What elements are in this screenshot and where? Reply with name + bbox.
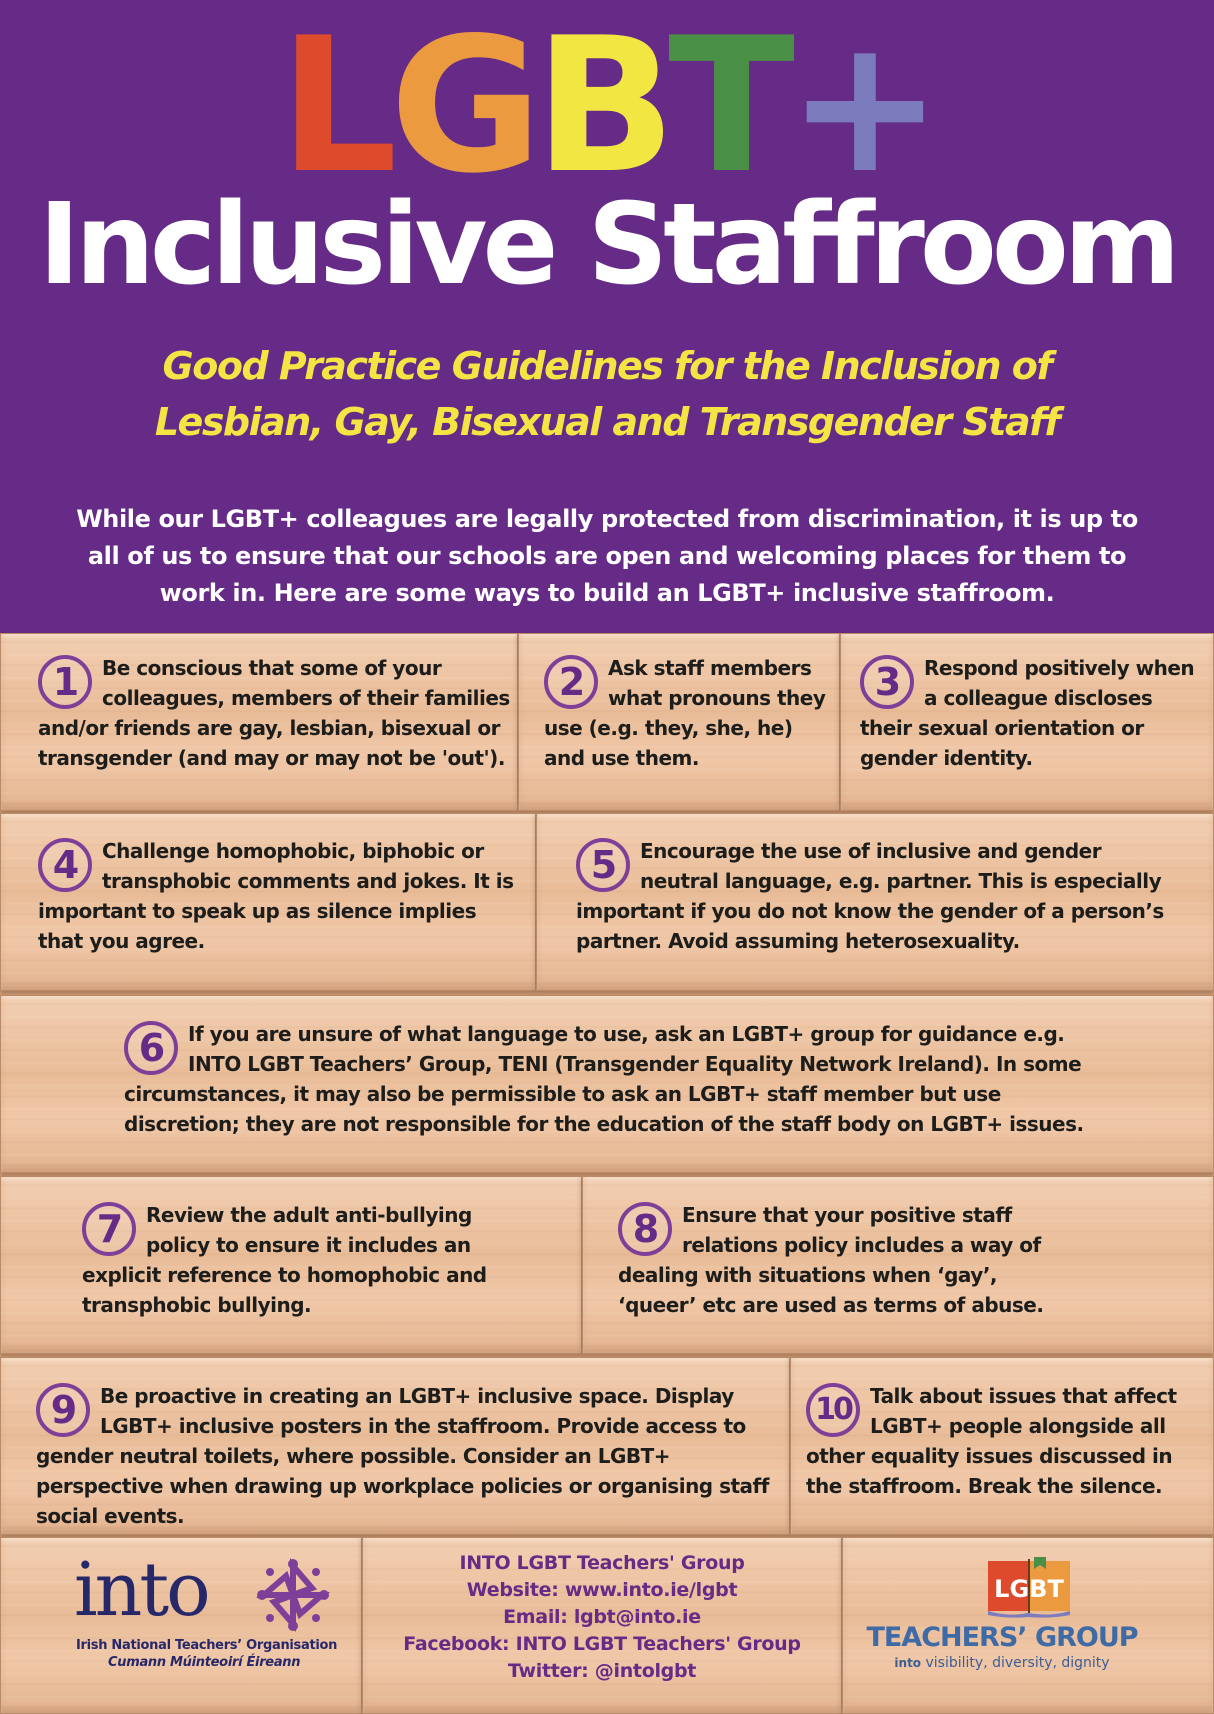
tagline-prefix: into bbox=[894, 1656, 922, 1670]
number-badge: 7 bbox=[82, 1202, 136, 1256]
lgbt-letter-l: L bbox=[279, 0, 390, 214]
guideline-4 bbox=[38, 836, 516, 956]
number-badge: 2 bbox=[544, 655, 598, 709]
guideline-7 bbox=[82, 1200, 512, 1320]
lgbt-letter-plus: + bbox=[787, 0, 935, 214]
teachers-group-name: TEACHERS’ GROUP bbox=[866, 1622, 1138, 1653]
into-logo bbox=[70, 1548, 340, 1678]
number-badge: 8 bbox=[618, 1202, 672, 1256]
number-badge: 3 bbox=[860, 655, 914, 709]
guideline-3 bbox=[860, 653, 1200, 773]
number-badge: 1 bbox=[38, 655, 92, 709]
subtitle-line-1: Good Practice Guidelines for the Inclusion of bbox=[162, 344, 1052, 388]
lgbt-letter-t: T bbox=[668, 0, 787, 214]
lgbt-book-icon bbox=[984, 1555, 1074, 1619]
contact-website[interactable]: Website: www.into.ie/lgbt bbox=[466, 1579, 738, 1601]
guideline-text: Talk about issues that affect LGBT+ people alongside all other equality issues discussed in the staffroom. Break the silence. bbox=[806, 1384, 1177, 1498]
contact-twitter[interactable]: Twitter: @intolgbt bbox=[507, 1660, 697, 1682]
teachers-group-logo bbox=[862, 1555, 1162, 1685]
into-org-name: Irish National Teachers’ Organisation bbox=[76, 1638, 338, 1653]
lgbt-heading bbox=[0, 0, 1214, 214]
guideline-1 bbox=[38, 653, 516, 773]
guideline-8 bbox=[618, 1200, 1078, 1320]
guideline-text: Encourage the use of inclusive and gender neutral language, e.g. partner. This is especially important if you do not know the gender of a person’s partner. Avoid assuming heterosexuality. bbox=[576, 839, 1164, 953]
contact-block bbox=[362, 1550, 842, 1685]
guideline-text: Be proactive in creating an LGBT+ inclusive space. Display LGBT+ inclusive posters in the staffroom. Provide access to gender neutral toilets, where possible. Consider an LGBT+ perspective when drawing up workplace policies or organising staff social events. bbox=[36, 1384, 769, 1528]
tagline-text: visibility, diversity, dignity bbox=[925, 1655, 1110, 1671]
contact-email[interactable]: Email: lgbt@into.ie bbox=[503, 1606, 701, 1628]
into-org-name-irish: Cumann Múinteoirí Éireann bbox=[108, 1655, 301, 1670]
guideline-text: Review the adult anti-bullying policy to ensure it includes an explicit reference to homophobic and transphobic bullying. bbox=[82, 1203, 487, 1317]
guideline-6 bbox=[124, 1019, 1104, 1139]
lgbt-letter-b: B bbox=[534, 0, 669, 214]
intro-line-1: While our LGBT+ colleagues are legally protected from discrimination, it is up to bbox=[76, 505, 1138, 533]
number-badge: 6 bbox=[124, 1021, 178, 1075]
teachers-group-tagline bbox=[862, 1654, 1142, 1672]
intro-line-3: work in. Here are some ways to build an LGBT+ inclusive staffroom. bbox=[159, 579, 1055, 607]
contact-facebook[interactable]: Facebook: INTO LGBT Teachers' Group bbox=[403, 1633, 801, 1655]
guideline-text: Be conscious that some of your colleagues, members of their families and/or friends are gay, lesbian, bisexual or transgender (and may or may not be 'out'). bbox=[38, 656, 510, 770]
guideline-text: If you are unsure of what language to use, ask an LGBT+ group for guidance e.g. INTO LGBT Teachers’ Group, TENI (Transgender Equality Network Ireland). In some circumstances, it may also be permissible to ask an LGBT+ staff member but use discretion; they are not responsible for the education of the staff body on LGBT+ issues. bbox=[124, 1022, 1084, 1136]
guideline-text: Ensure that your positive staff relations policy includes a way of dealing with situations when ‘gay’, ‘queer’ etc are used as terms of abuse. bbox=[618, 1203, 1044, 1317]
header-banner bbox=[0, 0, 1214, 633]
guideline-text: Ask staff members what pronouns they use (e.g. they, she, he) and use them. bbox=[544, 656, 826, 770]
number-badge: 4 bbox=[38, 838, 92, 892]
number-badge: 9 bbox=[36, 1383, 90, 1437]
lgbt-book-text: LGBT bbox=[994, 1575, 1064, 1603]
guideline-10 bbox=[806, 1381, 1186, 1501]
number-badge: 10 bbox=[806, 1383, 860, 1437]
page-title: Inclusive Staffroom bbox=[38, 180, 1176, 310]
guideline-text: Challenge homophobic, biphobic or transphobic comments and jokes. It is important to speak up as silence implies that you agree. bbox=[38, 839, 514, 953]
lgbt-letter-g: G bbox=[389, 0, 535, 214]
guideline-9 bbox=[36, 1381, 784, 1531]
guideline-5 bbox=[576, 836, 1176, 956]
contact-group: INTO LGBT Teachers' Group bbox=[459, 1552, 745, 1574]
intro-paragraph bbox=[40, 501, 1174, 612]
subtitle bbox=[0, 338, 1214, 450]
into-logo-word: into bbox=[74, 1547, 208, 1633]
guideline-2 bbox=[544, 653, 834, 773]
intro-line-2: all of us to ensure that our schools are open and welcoming places for them to bbox=[87, 542, 1127, 570]
guideline-text: Respond positively when a colleague discloses their sexual orientation or gender identity. bbox=[860, 656, 1195, 770]
subtitle-line-2: Lesbian, Gay, Bisexual and Transgender Staff bbox=[154, 400, 1060, 444]
number-badge: 5 bbox=[576, 838, 630, 892]
into-emblem-icon bbox=[256, 1558, 330, 1632]
